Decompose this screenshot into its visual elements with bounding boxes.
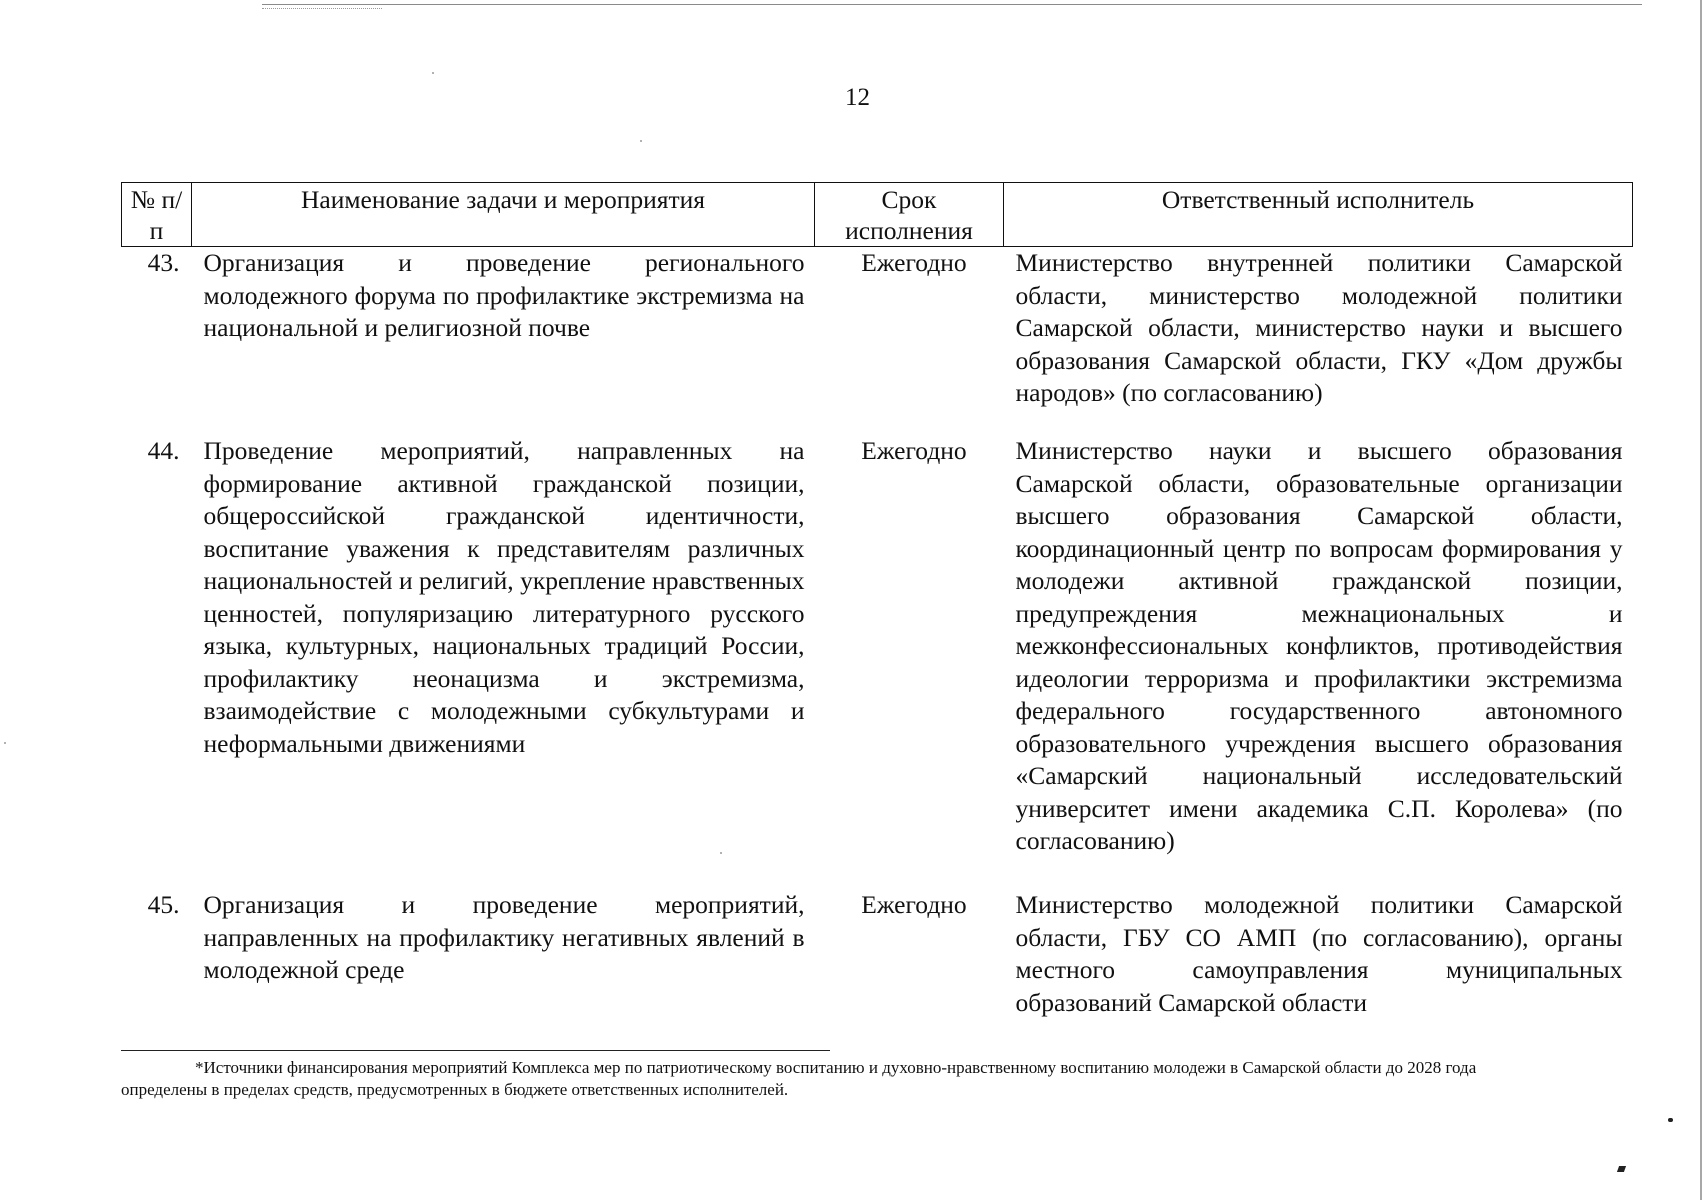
footnote — [121, 1057, 1551, 1101]
row-task: Организация и проведение регионального молодежного форума по профилактике экстремизма на национальной и религиозной почве — [203, 248, 805, 342]
row-number: 44. — [147, 436, 180, 465]
activities-table — [121, 182, 1633, 1019]
row-number: 43. — [147, 248, 180, 277]
row-number: 45. — [147, 890, 180, 919]
table-row — [122, 889, 1633, 1019]
row-task: Организация и проведение мероприятий, направленных на профилактику негативных явлений в молодежной среде — [203, 890, 805, 984]
scan-artifact-speck — [640, 140, 642, 142]
page-number: 12 — [845, 84, 870, 111]
row-task: Проведение мероприятий, направленных на формирование активной гражданской позиции, общероссийской гражданской идентичности, воспитание уважения к представителям различных национальностей и религий, укрепление нравственных ценностей, популяризацию литературного русского языка, культурных, национальных традиций России, профилактику неонацизма и экстремизма, взаимодействие с молодежными субкультурами и неформальными движениями — [203, 436, 805, 758]
row-responsible: Министерство науки и высшего образования Самарской области, образовательные организации высшего образования Самарской области, координационный центр по вопросам формирования у молодежи активной гражданской позиции, предупреждения межнациональных и межконфессиональных конфликтов, противодействия идеологии терроризма и профилактики экстремизма федерального государственного автономного образовательного учреждения высшего образования «Самарский национальный исследовательский университет имени академика С.П. Королева» (по согласованию) — [1015, 436, 1623, 855]
scan-artifact-speck — [4, 742, 6, 744]
row-responsible: Министерство молодежной политики Самарской области, ГБУ СО АМП (по согласованию), органы местного самоуправления муниципальных образований Самарской области — [1015, 890, 1623, 1017]
scan-artifact-mark — [1668, 1118, 1673, 1122]
row-term: Ежегодно — [861, 248, 967, 277]
table-row — [122, 435, 1633, 889]
header-term: Срок исполнения — [815, 183, 1004, 247]
row-term: Ежегодно — [861, 890, 967, 919]
activities-table-container — [121, 182, 1632, 1019]
scan-artifact-mark — [1617, 1166, 1626, 1172]
row-term: Ежегодно — [861, 436, 967, 465]
scan-artifact-top-line — [262, 4, 1642, 5]
table-header — [122, 183, 1633, 247]
table-header-row — [122, 183, 1633, 247]
row-responsible: Министерство внутренней политики Самарской области, министерство молодежной политики Самарской области, министерство науки и высшего образования Самарской области, ГКУ «Дом дружбы народов» (по согласованию) — [1015, 248, 1623, 407]
header-number: № п/п — [122, 183, 192, 247]
header-responsible: Ответственный исполнитель — [1004, 183, 1633, 247]
table-body — [122, 247, 1633, 1020]
footnote-separator — [121, 1050, 830, 1051]
scan-artifact-dotted-line — [262, 8, 382, 9]
table-row — [122, 247, 1633, 436]
scan-artifact-speck — [720, 852, 722, 854]
scan-artifact-speck — [432, 72, 434, 74]
header-task-name: Наименование задачи и мероприятия — [192, 183, 815, 247]
footnote-text: *Источники финансирования мероприятий Комплекса мер по патриотическому воспитанию и духовно-нравственному воспитанию молодежи в Самарской области до 2028 года определены в пределах средств, предусмотренных в бюджете ответственных исполнителей. — [121, 1058, 1477, 1099]
